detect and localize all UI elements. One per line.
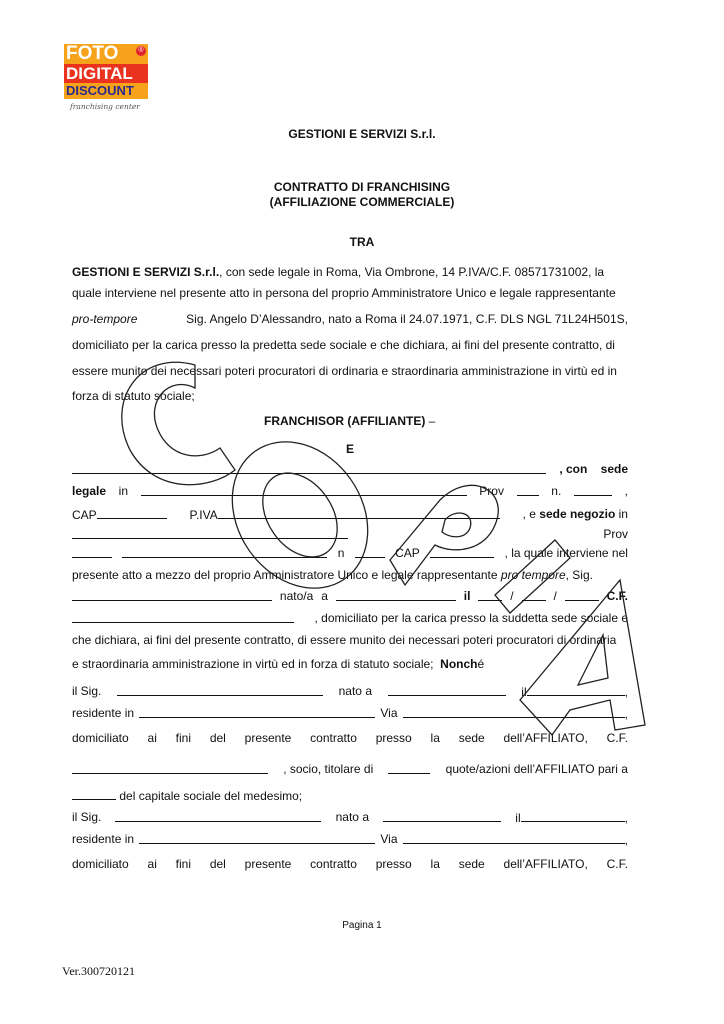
socio1-percentage-field[interactable] bbox=[72, 788, 116, 800]
socio1-line-3: domiciliato ai fini del presente contratto presso la sede dell’AFFILIATO, C.F. bbox=[72, 731, 628, 745]
birth-year-field[interactable] bbox=[565, 589, 599, 601]
logo-line-digital: DIGITAL bbox=[64, 64, 148, 83]
socio1-birthplace-field[interactable] bbox=[388, 684, 506, 696]
socio2-line-3: domiciliato ai fini del presente contratto presso la sede dell’AFFILIATO, C.F. bbox=[72, 857, 628, 871]
representative-birthplace-field[interactable] bbox=[336, 589, 456, 601]
company-name-field[interactable] bbox=[72, 462, 546, 474]
legal-cap-field[interactable] bbox=[97, 507, 167, 519]
socio2-name-field[interactable] bbox=[115, 810, 321, 822]
shop-prov-field[interactable] bbox=[72, 546, 112, 558]
franchisor-paragraph-line-2: quale interviene nel presente atto in persona del proprio Amministratore Unico e legale rappresentante bbox=[72, 286, 616, 300]
representative-cf-field[interactable] bbox=[72, 611, 294, 623]
contract-title: CONTRATTO DI FRANCHISING bbox=[273, 180, 451, 194]
shop-number-field[interactable] bbox=[355, 546, 385, 558]
socio2-birthplace-field[interactable] bbox=[383, 810, 501, 822]
affiliato-line-6: presente atto a mezzo del proprio Amministratore Unico e legale rappresentante pro tempore, Sig. bbox=[72, 568, 593, 582]
affiliato-line-5: n CAP , la quale interviene nel bbox=[72, 546, 628, 560]
piva-field[interactable] bbox=[218, 507, 500, 519]
affiliato-line-7: nato/a a il / / C.F. bbox=[72, 589, 628, 603]
page-number: Pagina 1 bbox=[342, 920, 382, 931]
representative-name-field[interactable] bbox=[72, 589, 272, 601]
franchisor-paragraph-line-1: GESTIONI E SERVIZI S.r.l., con sede legale in Roma, Via Ombrone, 14 P.IVA/C.F. 08571731002, la bbox=[72, 265, 605, 279]
socio1-line-1: il Sig. nato a il , bbox=[72, 684, 628, 699]
contract-subtitle: (AFFILIAZIONE COMMERCIALE) bbox=[269, 195, 455, 209]
socio1-quote-count-field[interactable] bbox=[388, 762, 430, 774]
legal-number-field[interactable] bbox=[574, 484, 612, 496]
legal-address-field[interactable] bbox=[141, 484, 467, 496]
franchisor-label: FRANCHISOR (AFFILIANTE) – bbox=[264, 414, 436, 428]
socio1-residence-field[interactable] bbox=[139, 706, 375, 718]
affiliato-line-2: legale in Prov n. , bbox=[72, 484, 628, 498]
affiliato-line-3: CAP P.IVA , e sede negozio in bbox=[72, 507, 628, 522]
logo-line-discount: DISCOUNT bbox=[64, 83, 148, 99]
socio2-residence-field[interactable] bbox=[139, 832, 375, 844]
affiliato-line-1: , con sede bbox=[72, 462, 628, 476]
e-separator: E bbox=[346, 442, 355, 456]
socio1-line-5: del capitale sociale del medesimo; bbox=[72, 788, 628, 803]
logo-registered-mark: ® bbox=[136, 46, 146, 56]
shop-cap-field[interactable] bbox=[430, 546, 494, 558]
socio2-line-1: il Sig. nato a il , bbox=[72, 810, 628, 825]
logo-tagline: franchising center bbox=[70, 102, 140, 111]
shop-street-field[interactable] bbox=[122, 546, 327, 558]
socio1-cf-field[interactable] bbox=[72, 762, 268, 774]
franchisor-paragraph-line-4: domiciliato per la carica presso la predetta sede sociale e che dichiara, ai fini del presente contratto, di bbox=[72, 338, 615, 352]
franchisor-paragraph-line-5: essere munito dei necessari poteri procuratori di ordinaria e straordinaria amministrazione in virtù ed in bbox=[72, 364, 617, 378]
shop-address-field[interactable] bbox=[72, 527, 348, 539]
franchisor-paragraph-line-6: forza di statuto sociale; bbox=[72, 389, 195, 403]
socio2-line-2: residente in Via , bbox=[72, 832, 628, 847]
franchisor-paragraph-line-3: pro-tempore Sig. Angelo D’Alessandro, nato a Roma il 24.07.1971, C.F. DLS NGL 71L24H501S, bbox=[72, 312, 628, 326]
socio1-street-field[interactable] bbox=[403, 706, 625, 718]
tra-heading: TRA bbox=[349, 235, 375, 249]
socio1-line-4: , socio, titolare di quote/azioni dell’AFFILIATO pari a bbox=[72, 762, 628, 776]
logo-line-foto: FOTO bbox=[64, 44, 148, 64]
company-logo bbox=[64, 44, 154, 120]
socio1-birthdate-field[interactable] bbox=[527, 684, 625, 696]
socio1-name-field[interactable] bbox=[117, 684, 323, 696]
birth-month-field[interactable] bbox=[522, 589, 546, 601]
socio2-street-field[interactable] bbox=[403, 832, 625, 844]
legal-prov-field[interactable] bbox=[517, 484, 539, 496]
birth-day-field[interactable] bbox=[478, 589, 502, 601]
company-header: GESTIONI E SERVIZI S.r.l. bbox=[288, 127, 436, 141]
socio1-line-2: residente in Via , bbox=[72, 706, 628, 721]
affiliato-line-10: e straordinaria amministrazione in virtù ed in forza di statuto sociale; Nonché bbox=[72, 657, 485, 671]
socio2-birthdate-field[interactable] bbox=[521, 810, 625, 822]
affiliato-line-9: che dichiara, ai fini del presente contratto, di essere munito dei necessari poteri procuratori di ordinaria bbox=[72, 633, 617, 647]
affiliato-line-8: , domiciliato per la carica presso la suddetta sede sociale e bbox=[72, 611, 628, 625]
affiliato-line-4: Prov bbox=[72, 527, 628, 541]
version-label: Ver.300720121 bbox=[62, 964, 135, 978]
